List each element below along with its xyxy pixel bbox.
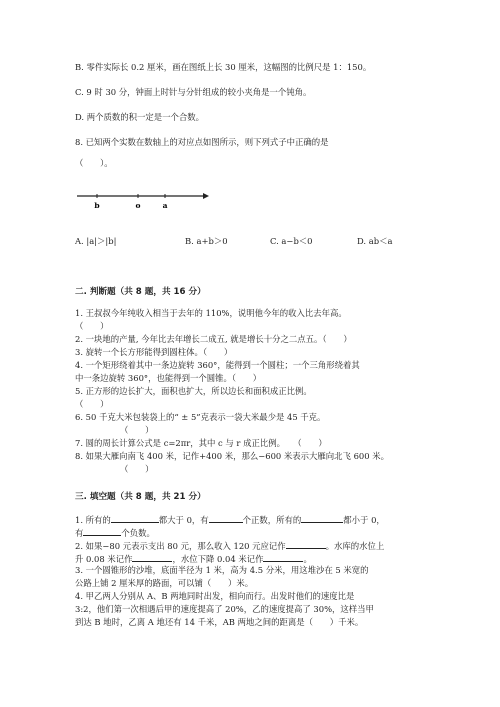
fill-blank[interactable] [132,552,172,562]
judge-q5-paren: （ ） [75,399,109,409]
fill-q3-line1: 3. 一个圆锥形的沙堆，底面半径为 1 米，高为 4.5 分米，用这堆沙在 5 米宽的 [75,565,369,575]
q8-option-d: D. ab＜a [357,236,393,246]
fill-blank[interactable] [301,513,343,523]
fill-blank[interactable] [286,539,326,549]
fill-q2-line2 [75,552,312,565]
number-line-label-o: o [135,201,141,210]
fill-q1-text: 都大于 0，有 [158,515,209,525]
q8-option-a: A. |a|＞|b| [75,236,117,246]
judge-q8-paren: （ ） [120,464,154,474]
judge-q1: 1. 王叔叔今年纯收入相当于去年的 110%，说明他今年的收入比去年高。 [75,308,347,318]
section-title-judge: 二. 判断题（共 8 题，共 16 分） [75,287,206,297]
question-8-paren: （ ）。 [75,158,113,168]
fill-q2-line1 [75,539,384,552]
fill-q1-line1 [75,513,385,526]
judge-q6: 6. 50 千克大米包装袋上的“ ± 5”克表示一袋大米最少是 45 千克。 [75,412,326,422]
judge-q2: 2. 一块地的产量, 今年比去年增长二成五, 就是增长十分之二点五。（ ） [75,334,352,344]
fill-q1-text: 1. 所有的 [75,515,111,525]
question-8-stem: 8. 已知两个实数在数轴上的对应点如图所示，则下列式子中正确的是 [75,137,329,147]
judge-q7: 7. 圆的周长计算公式是 c=2πr，其中 c 与 r 成正比例。 （ ） [75,438,327,448]
fill-q1-text: 有 [75,528,84,538]
mc-option-b: B. 零件实际长 0.2 厘米，画在图纸上长 30 厘米，这幅图的比例尺是 1：150。 [75,62,372,72]
fill-q2-text: 。水库的水位上 [325,541,385,551]
section-title-fill: 三. 填空题（共 8 题，共 21 分） [75,492,206,502]
fill-blank[interactable] [83,526,121,536]
fill-blank[interactable] [209,513,243,523]
judge-q4-line1: 4. 一个矩形绕着其中一条边旋转 360°，能得到一个圆柱；一个三角形绕着其 [75,360,360,370]
judge-q3: 3. 旋转一个长方形能得到圆柱体。（ ） [75,347,233,357]
mc-option-c: C. 9 时 30 分，钟面上时针与分针组成的较小夹角是一个钝角。 [75,87,312,97]
number-line-arrow [203,193,209,199]
mc-option-d: D. 两个质数的积一定是一个合数。 [75,112,204,122]
number-line-label-a: a [162,201,168,210]
judge-q1-paren: （ ） [75,321,109,331]
q8-option-b: B. a+b＞0 [185,236,228,246]
fill-q2-text: 。 [303,554,312,564]
fill-q1-line2 [75,526,155,539]
number-line [75,190,215,212]
judge-q4-line2: 中一条边旋转 360°，也能得到一个圆锥。（ ） [75,373,262,383]
fill-blank[interactable] [111,513,159,523]
fill-blank[interactable] [263,552,303,562]
fill-q2-text: 升 0.08 米记作 [75,554,133,564]
fill-q2-text: ，水位下降 0.04 米记作 [172,554,264,564]
fill-q4-line1: 4. 甲乙两人分别从 A、B 两地同时出发，相向而行。出发时他们的速度比是 [75,591,355,601]
judge-q5: 5. 正方形的边长扩大，面积也扩大，所以边长和面积成正比例。 [75,386,312,396]
fill-q4-line3: 到达 B 地时，乙离 A 地还有 14 千米，AB 两地之间的距离是（ ）千米。 [75,617,364,627]
fill-q2-text: 2. 如果−80 元表示支出 80 元，那么收入 120 元应记作 [75,541,286,551]
fill-q1-text: 都小于 0， [343,515,385,525]
number-line-label-b: b [94,201,100,210]
q8-option-c: C. a−b＜0 [270,236,313,246]
fill-q4-line2: 3:2，他们第一次相遇后甲的速度提高了 20%，乙的速度提高了 30%，这样当甲 [75,604,374,614]
fill-q1-text: 个负数。 [121,528,155,538]
fill-q3-line2: 公路上铺 2 厘米厚的路面，可以铺（ ）米。 [75,578,254,588]
judge-q6-paren: （ ） [120,425,154,435]
judge-q8: 8. 如果大雁向南飞 400 米，记作+400 米，那么−600 米表示大雁向北飞 600 米。 [75,451,389,461]
fill-q1-text: 个正数，所有的 [242,515,302,525]
